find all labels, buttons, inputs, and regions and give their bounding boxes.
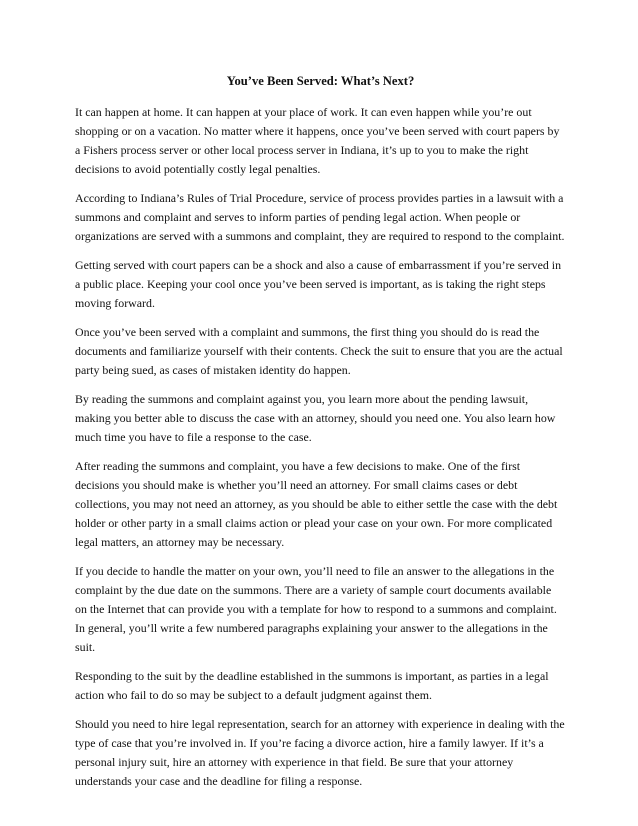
paragraph-9: Should you need to hire legal representation, search for an attorney with experience in dealing with the type of case that you’re involved in. If you’re facing a divorce action, hire a family lawyer. If it’s a personal injury suit, hire an attorney with experience in that field. Be sure that your attorney understands your case and the deadline for filing a response. [75,717,565,788]
paragraph-6: After reading the summons and complaint, you have a few decisions to make. One of the first decisions you should make is whether you’ll need an attorney. For small claims cases or debt collections, you may not need an attorney, as you should be able to either settle the case with the debt holder or other party in a small claims action or plead your case on your own. For more complicated legal matters, an attorney may be necessary. [75,459,558,549]
document-title: You’ve Been Served: What’s Next? [226,74,415,88]
paragraph-5: By reading the summons and complaint against you, you learn more about the pending lawsuit, making you better able to discuss the case with an attorney, should you need one. You also learn how much time you have to file a response to the case. [75,392,556,444]
paragraph-2: According to Indiana’s Rules of Trial Procedure, service of process provides parties in a lawsuit with a summons and complaint and serves to inform parties of pending legal action. When people or organizations are served with a summons and complaint, they are required to respond to the complaint. [75,191,565,243]
paragraph-3: Getting served with court papers can be a shock and also a cause of embarrassment if you’re served in a public place. Keeping your cool once you’ve been served is important, as is taking the right steps moving forward. [75,258,562,310]
paragraph-4: Once you’ve been served with a complaint and summons, the first thing you should do is read the documents and familiarize yourself with their contents. Check the suit to ensure that you are the actual party being sued, as cases of mistaken identity do happen. [75,325,563,377]
paragraph-8: Responding to the suit by the deadline established in the summons is important, as parties in a legal action who fail to do so may be subject to a default judgment against them. [75,669,549,702]
paragraph-1: It can happen at home. It can happen at your place of work. It can even happen while you’re out shopping or on a vacation. No matter where it happens, once you’ve been served with court papers by a Fishers process server or other local process server in Indiana, it’s up to you to make the right decisions to avoid potentially costly legal penalties. [75,105,560,176]
paragraph-7: If you decide to handle the matter on your own, you’ll need to file an answer to the allegations in the complaint by the due date on the summons. There are a variety of sample court documents available on the Internet that can provide you with a template for how to respond to a summons and complaint. In general, you’ll write a few numbered paragraphs explaining your answer to the allegations in the suit. [75,564,557,654]
